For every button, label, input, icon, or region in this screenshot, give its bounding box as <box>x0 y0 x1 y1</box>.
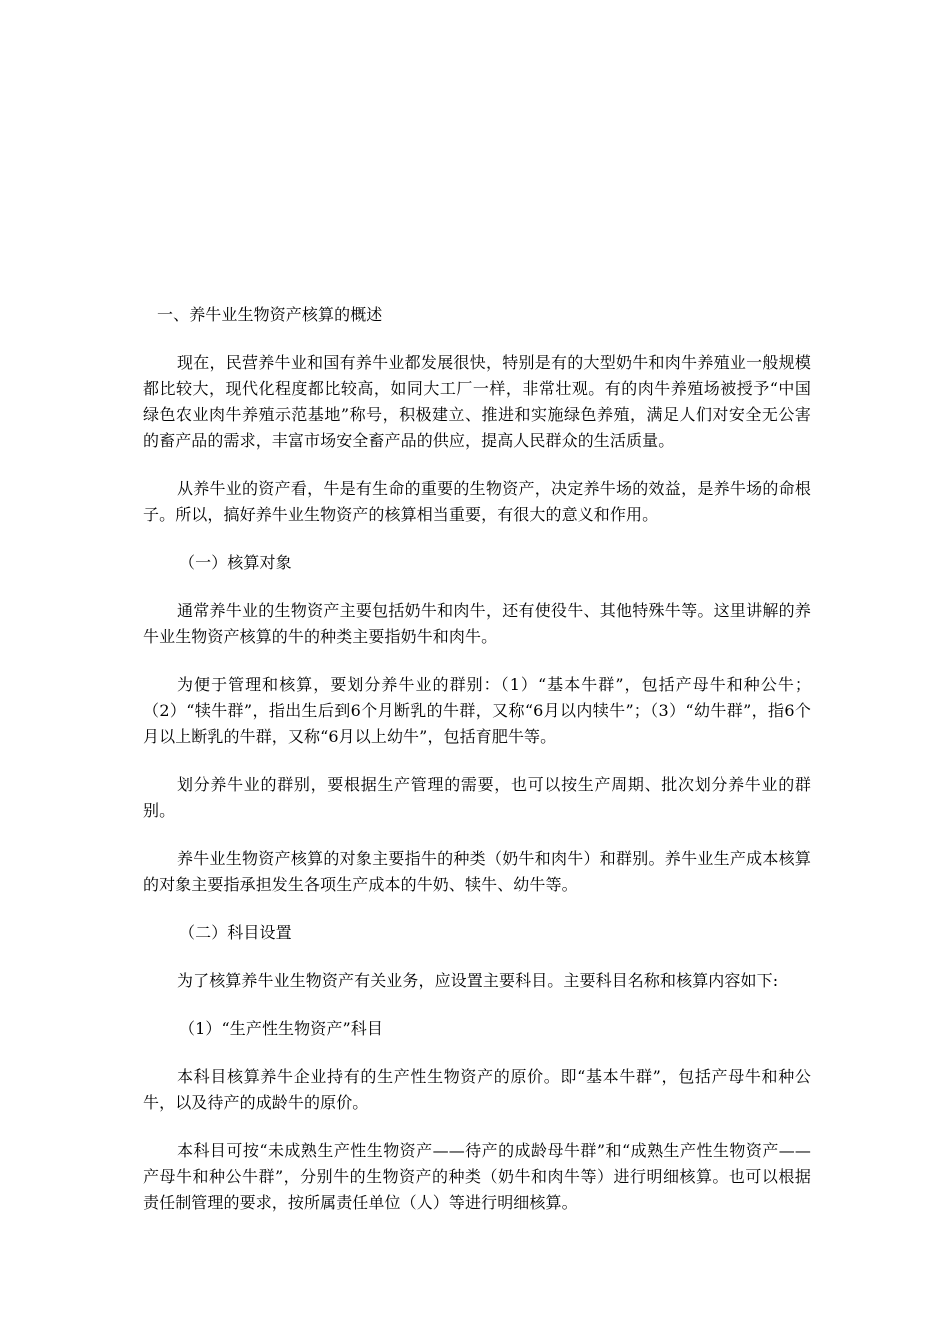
paragraph: 现在，民营养牛业和国有养牛业都发展很快，特别是有的大型奶牛和肉牛养殖业一般规模都比较大，现代化程度都比较高，如同大工厂一样，非常壮观。有的肉牛养殖场被授予“中国绿色农业肉牛养殖示范基地”称号，积极建立、推进和实施绿色养殖，满足人们对安全无公害的畜产品的需求，丰富市场安全畜产品的供应，提高人民群众的生活质量。 <box>143 353 811 450</box>
paragraph: 从养牛业的资产看，牛是有生命的重要的生物资产，决定养牛场的效益，是养牛场的命根子。所以，搞好养牛业生物资产的核算相当重要，有很大的意义和作用。 <box>143 479 811 524</box>
subsection-title: （二）科目设置 <box>179 923 292 942</box>
paragraph: 通常养牛业的生物资产主要包括奶牛和肉牛，还有使役牛、其他特殊牛等。这里讲解的养牛业生物资产核算的牛的种类主要指奶牛和肉牛。 <box>143 601 811 646</box>
paragraph: 划分养牛业的群别，要根据生产管理的需要，也可以按生产周期、批次划分养牛业的群别。 <box>143 775 811 820</box>
section-title: 一、养牛业生物资产核算的概述 <box>157 305 383 324</box>
document-body <box>143 302 811 1238</box>
subsection-title: （一）核算对象 <box>179 553 292 572</box>
paragraph: 本科目核算养牛企业持有的生产性生物资产的原价。即“基本牛群”，包括产母牛和种公牛，以及待产的成龄牛的原价。 <box>143 1067 811 1112</box>
paragraph: 本科目可按“未成熟生产性生物资产——待产的成龄母牛群”和“成熟生产性生物资产——产母牛和种公牛群”，分别牛的生物资产的种类（奶牛和肉牛等）进行明细核算。也可以根据责任制管理的要求，按所属责任单位（人）等进行明细核算。 <box>143 1141 811 1212</box>
paragraph: 为便于管理和核算，要划分养牛业的群别：（1）“基本牛群”，包括产母牛和种公牛；（2）“犊牛群”，指出生后到6个月断乳的牛群，又称“6月以内犊牛”；（3）“幼牛群”，指6个月以上断乳的牛群，又称“6月以上幼牛”，包括育肥牛等。 <box>143 675 811 746</box>
item-title: （1）“生产性生物资产”科目 <box>179 1019 383 1038</box>
paragraph: 为了核算养牛业生物资产有关业务，应设置主要科目。主要科目名称和核算内容如下: <box>177 971 779 990</box>
paragraph: 养牛业生物资产核算的对象主要指牛的种类（奶牛和肉牛）和群别。养牛业生产成本核算的对象主要指承担发生各项生产成本的牛奶、犊牛、幼牛等。 <box>143 849 811 894</box>
